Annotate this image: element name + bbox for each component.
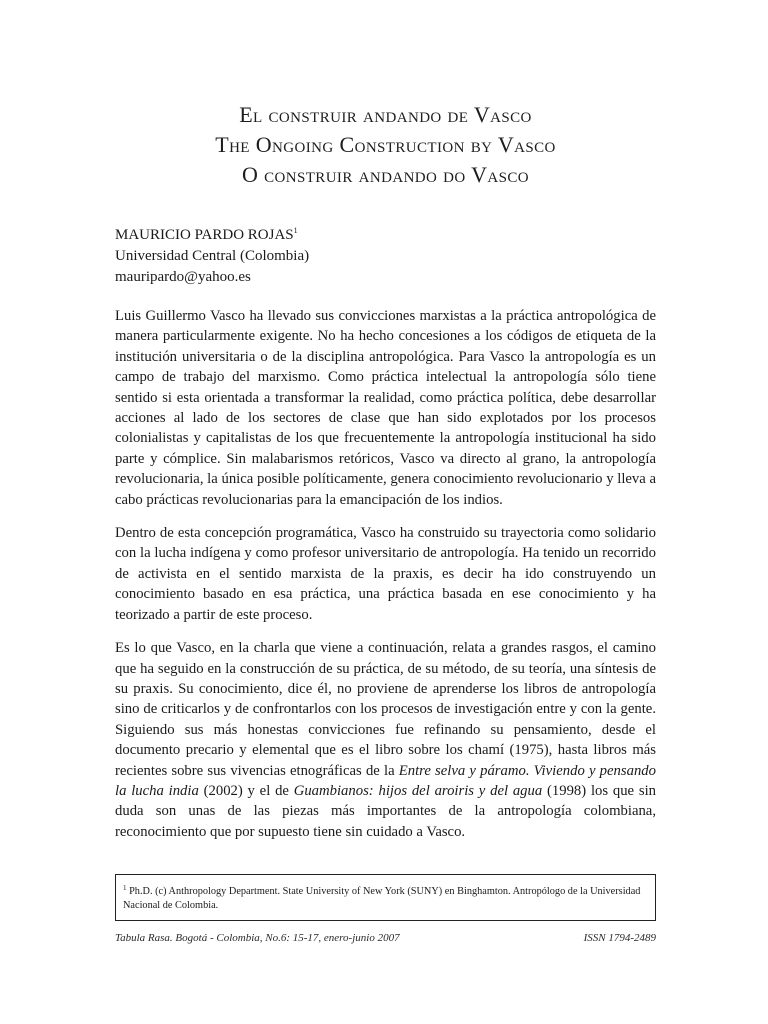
author-block: [115, 220, 656, 288]
title-portuguese: O construir andando do Vasco: [241, 162, 530, 187]
author-name: MAURICIO PARDO ROJAS: [115, 227, 294, 243]
article-body: [115, 306, 656, 855]
body-paragraph-3-part-b: (2002) y el de: [198, 782, 294, 799]
journal-page: [115, 0, 656, 1024]
body-paragraph-3: [115, 638, 656, 842]
book-title-guambianos: Guambianos: hijos del aroiris y del agua: [293, 782, 543, 799]
issn-label: ISSN 1794-2489: [583, 932, 656, 944]
title-english: The Ongoing Construction by Vasco: [215, 132, 556, 157]
author-affiliation: Universidad Central (Colombia): [115, 248, 310, 264]
body-paragraph-3-part-c: (1998) los que sin duda son unas de las piezas más importantes de la antropología colombiana, reconocimiento que por supuesto tiene sin cuidado a Vasco.: [115, 782, 657, 840]
body-paragraph-2: Dentro de esta concepción programática, Vasco ha construido su trayectoria como solidario con la lucha indígena y como profesor universitario de antropología. Ha tenido un recorrido de activista en el sentido marxista de la praxis, es decir ha ido construyendo un conocimiento basado en esa práctica, una práctica basada en ese conocimiento y ha teorizado a partir de este proceso.: [115, 525, 656, 623]
author-email: mauripardo@yahoo.es: [115, 269, 251, 285]
body-paragraph-1: Luis Guillermo Vasco ha llevado sus convicciones marxistas a la práctica antropológica de manera particularmente exigente. No ha hecho concesiones a los códigos de etiqueta de la institución universitaria o de la disciplina antropológica. Para Vasco la antropología es un campo de trabajo del marxismo. Como práctica intelectual la antropología sólo tiene sentido si esta orientada a transformar la realidad, como práctica política, debe desarrollar acciones al lado de los sectores de clase que han sido explotados por los procesos colonialistas y capitalistas de los que frecuentemente la antropología institucional ha sido parte y cómplice. Sin malabarismos retóricos, Vasco va directo al grano, la antropología revolucionaria, la única posible políticamente, genera conocimiento revolucionario y lleva a cabo prácticas revolucionarias para la emancipación de los indios.: [115, 308, 656, 508]
article-titles: [115, 100, 656, 190]
footnote-box: [115, 874, 656, 921]
journal-citation: Tabula Rasa. Bogotá - Colombia, No.6: 15-17, enero-junio 2007: [115, 932, 400, 944]
book-title-entre-selva: Entre selva y páramo. Viviendo y pensando la lucha india: [115, 762, 656, 799]
body-paragraph-3-part-a: Es lo que Vasco, en la charla que viene a continuación, relata a grandes rasgos, el camino que ha seguido en la construcción de su práctica, de su método, de su teoría, una síntesis de su praxis. Su conocimiento, dice él, no proviene de aprenderse los libros de antropología sino de criticarlos y de confrontarlos con los procesos de investigación entre y con la gente. Siguiendo sus más honestas convicciones fue refinando su pensamiento, desde el documento precario y elemental que es el libro sobre los chamí (1975), hasta libros más recientes sobre sus vivencias etnográficas de la: [115, 640, 656, 779]
footnote-text: Ph.D. (c) Anthropology Department. State University of New York (SUNY) en Binghamton. Antropólogo de la Universidad Nacional de Colombia.: [123, 886, 641, 911]
footnote-marker: 1: [123, 884, 127, 892]
title-spanish: El construir andando de Vasco: [239, 102, 532, 127]
author-footnote-marker: 1: [293, 226, 298, 235]
author-name-line: [115, 220, 656, 246]
